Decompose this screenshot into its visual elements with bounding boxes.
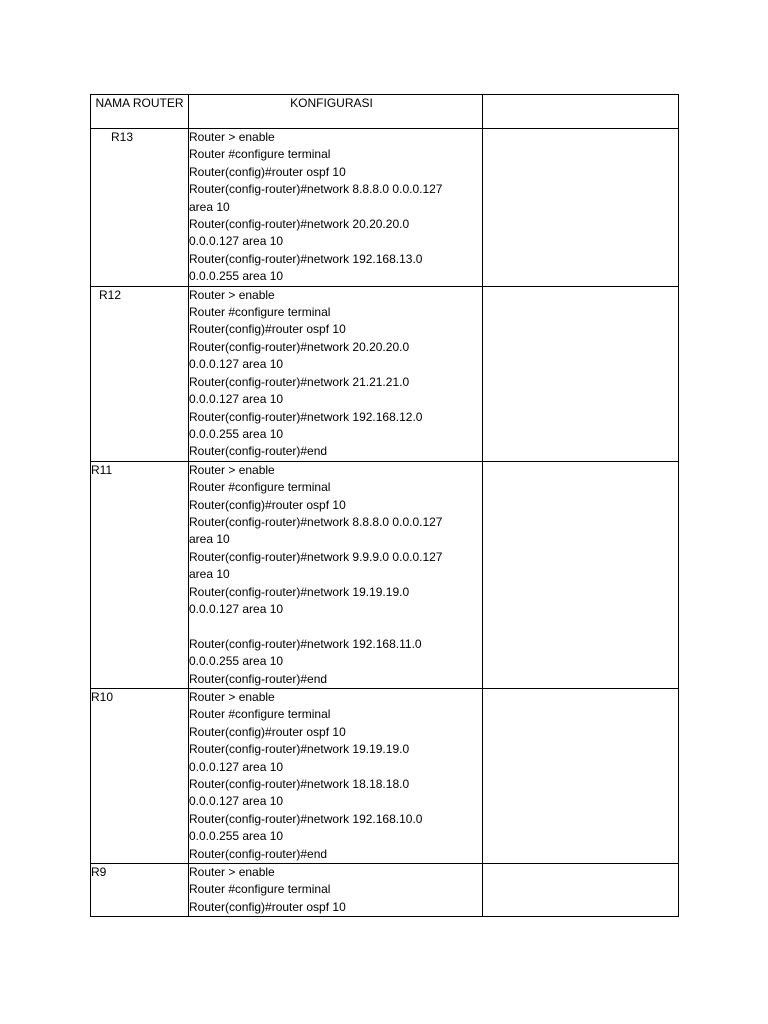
config-line: Router > enable: [189, 462, 275, 477]
config-line: 0.0.0.127 area 10: [189, 392, 284, 407]
config-line: Router(config)#router ospf 10: [189, 164, 346, 179]
extra-cell: [483, 461, 679, 688]
extra-cell: [483, 129, 679, 287]
config-line: Router(config-router)#end: [189, 444, 328, 459]
router-name: R13: [111, 130, 134, 144]
config-line: Router #configure terminal: [189, 882, 331, 897]
config-line: area 10: [189, 532, 230, 547]
config-line: Router(config)#router ospf 10: [189, 724, 346, 739]
router-name: R12: [99, 287, 122, 302]
config-line: Router(config-router)#network 20.20.20.0: [189, 217, 410, 232]
table-row: [91, 129, 679, 287]
router-config-table: [90, 94, 679, 917]
config-line: Router(config-router)#network 192.168.11.0: [189, 636, 422, 651]
router-name: R11: [91, 462, 113, 477]
header-extra: [483, 95, 679, 129]
table-row: [91, 864, 679, 917]
config-line: Router(config-router)#network 9.9.9.0 0.0.0.127: [189, 549, 443, 564]
config-line: 0.0.0.127 area 10: [189, 759, 284, 774]
router-name-cell: [91, 129, 189, 287]
router-config-cell: [189, 129, 483, 287]
header-configuration: [189, 95, 483, 129]
router-name-cell: [91, 688, 189, 863]
config-line: area 10: [189, 567, 230, 582]
config-line: Router(config-router)#network 192.168.13.0: [189, 251, 423, 266]
config-line: 0.0.0.255 area 10: [189, 269, 284, 284]
config-line: Router(config)#router ospf 10: [189, 322, 346, 337]
config-line: Router > enable: [189, 287, 275, 302]
config-line: Router(config-router)#network 18.18.18.0: [189, 777, 410, 792]
config-line: 0.0.0.127 area 10: [189, 794, 284, 809]
router-config-cell: [189, 864, 483, 917]
config-line: [189, 618, 482, 635]
config-line: Router(config-router)#end: [189, 846, 328, 861]
config-line: area 10: [189, 199, 230, 214]
extra-cell: [483, 688, 679, 863]
table-row: [91, 461, 679, 688]
router-config-cell: [189, 688, 483, 863]
config-line: Router(config)#router ospf 10: [189, 899, 346, 914]
config-line: Router #configure terminal: [189, 707, 331, 722]
config-line: Router #configure terminal: [189, 147, 331, 162]
extra-cell: [483, 286, 679, 461]
config-line: Router(config-router)#network 19.19.19.0: [189, 742, 410, 757]
router-config-cell: [189, 461, 483, 688]
config-line: 0.0.0.255 area 10: [189, 426, 284, 441]
header-configuration-text: KONFIGURASI: [290, 96, 373, 110]
config-line: Router(config-router)#network 8.8.8.0 0.0.0.127: [189, 182, 443, 197]
table-header-row: [91, 95, 679, 129]
table-body: [91, 129, 679, 917]
config-line: Router(config-router)#network 20.20.20.0: [189, 339, 410, 354]
router-config-cell: [189, 286, 483, 461]
config-line: Router #configure terminal: [189, 305, 331, 320]
config-line: Router(config)#router ospf 10: [189, 497, 346, 512]
config-line: Router > enable: [189, 865, 275, 880]
router-name-cell: [91, 461, 189, 688]
config-line: 0.0.0.255 area 10: [189, 829, 284, 844]
config-line: 0.0.0.255 area 10: [189, 654, 284, 669]
config-line: Router > enable: [189, 689, 275, 704]
header-router-name-text: NAMA ROUTER: [95, 96, 184, 110]
config-line: Router(config-router)#end: [189, 671, 328, 686]
router-name-cell: [91, 286, 189, 461]
config-line: Router(config-router)#network 21.21.21.0: [189, 374, 410, 389]
config-line: Router(config-router)#network 8.8.8.0 0.0.0.127: [189, 514, 443, 529]
table-row: [91, 688, 679, 863]
extra-cell: [483, 864, 679, 917]
router-name-cell: [91, 864, 189, 917]
config-line: Router(config-router)#network 192.168.12.0: [189, 409, 423, 424]
table-row: [91, 286, 679, 461]
config-line: Router(config-router)#network 192.168.10.0: [189, 811, 423, 826]
header-router-name: [91, 95, 189, 129]
config-line: 0.0.0.127 area 10: [189, 601, 284, 616]
config-line: 0.0.0.127 area 10: [189, 234, 284, 249]
router-name: R10: [91, 689, 114, 704]
config-line: Router(config-router)#network 19.19.19.0: [189, 584, 410, 599]
router-name: R9: [91, 865, 107, 880]
config-line: Router #configure terminal: [189, 480, 331, 495]
config-line: 0.0.0.127 area 10: [189, 357, 284, 372]
config-line: Router > enable: [189, 130, 275, 144]
